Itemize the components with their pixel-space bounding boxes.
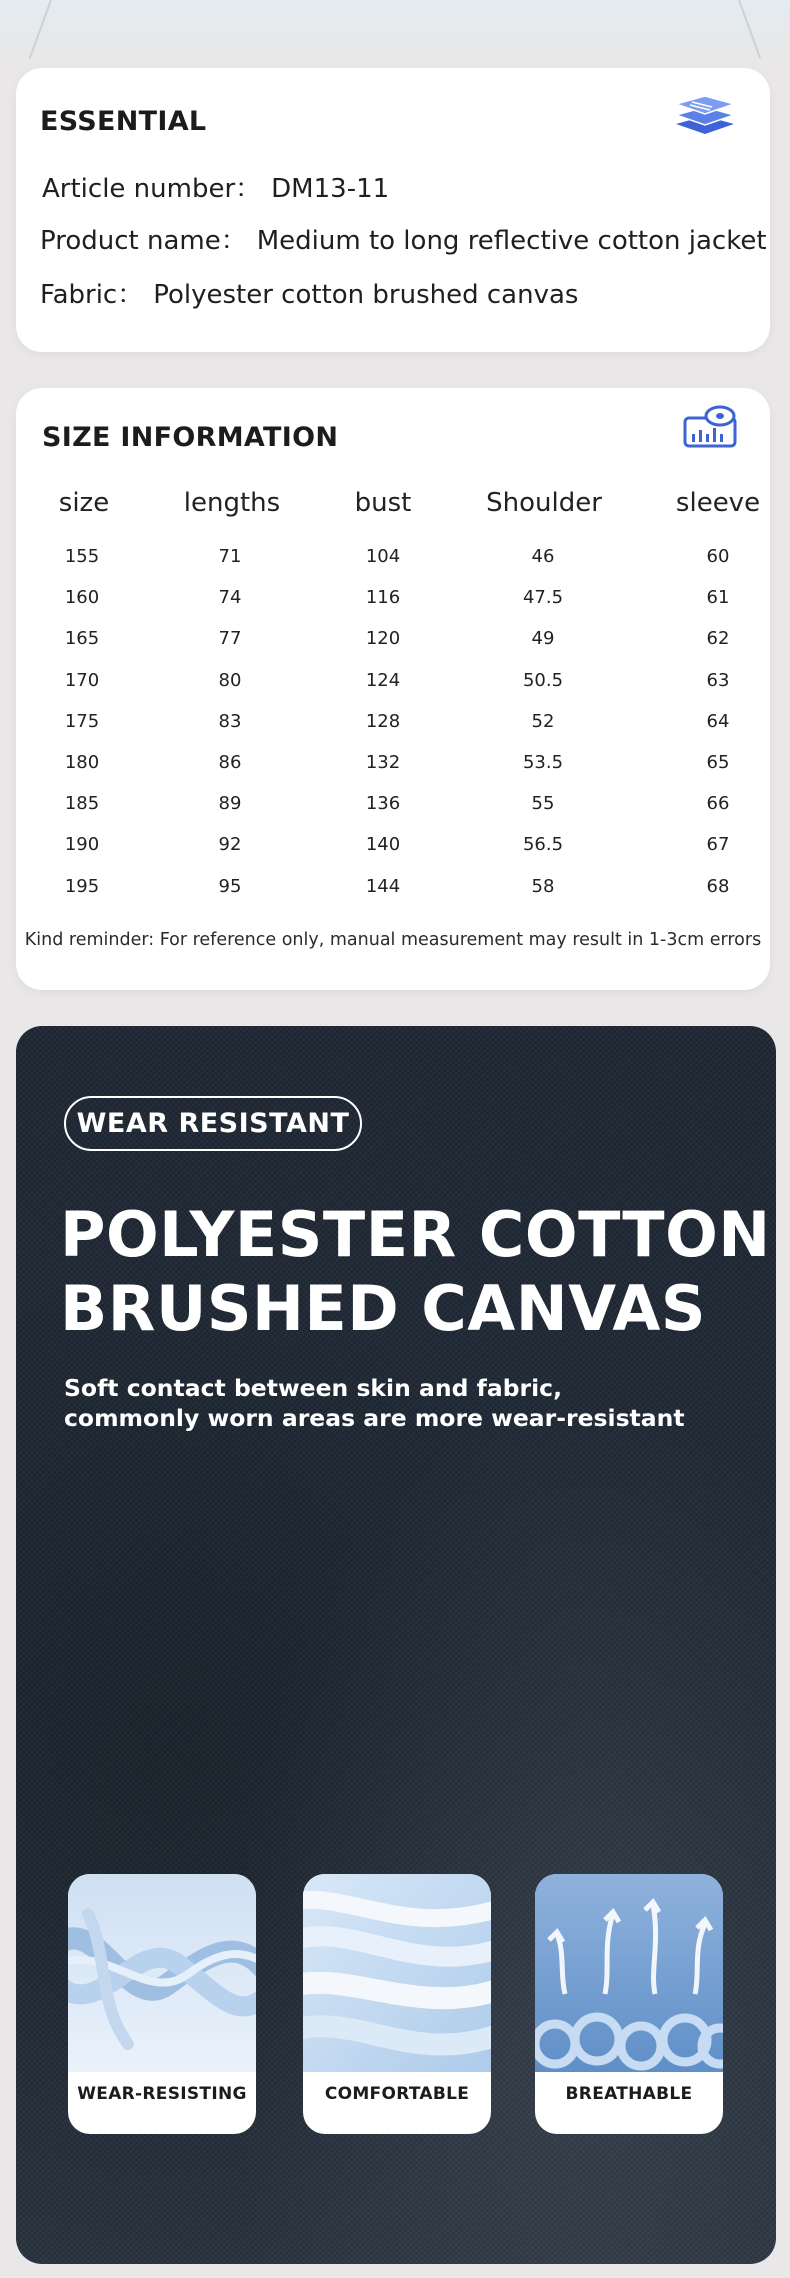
article-number-label: Article number： (42, 174, 262, 204)
twisted-fiber-icon (68, 1874, 256, 2072)
cell-sleeve: 63 (706, 669, 730, 691)
cell-shoulder: 49 (531, 628, 555, 650)
cell-bust: 132 (365, 751, 401, 773)
table-row (34, 785, 764, 826)
size-table (34, 488, 764, 909)
fabric-description (64, 1373, 685, 1433)
description-line-2: commonly worn areas are more wear-resistant (64, 1404, 685, 1432)
soft-fiber-icon (303, 1874, 491, 2072)
cell-lengths: 83 (218, 710, 242, 732)
table-row (34, 868, 764, 909)
size-information-card (16, 388, 770, 990)
article-number-line (42, 168, 389, 205)
fabric-feature-panel (16, 1026, 776, 2264)
cell-shoulder: 50.5 (522, 669, 564, 691)
layers-icon (672, 90, 738, 138)
wear-resistant-badge: WEAR RESISTANT (64, 1096, 362, 1151)
product-name-value: Medium to long reflective cotton jacket (256, 226, 767, 256)
cell-lengths: 92 (218, 834, 242, 856)
cell-lengths: 89 (218, 793, 242, 815)
cell-size: 165 (64, 628, 100, 650)
hanger-line-right (738, 0, 761, 59)
fabric-headline (60, 1198, 771, 1346)
cell-shoulder: 55 (531, 793, 555, 815)
fabric-label: Fabric： (40, 280, 144, 310)
essential-title: ESSENTIAL (40, 106, 207, 137)
cell-bust: 144 (365, 875, 401, 897)
cell-shoulder: 58 (531, 875, 555, 897)
feature-label-breathable: BREATHABLE (565, 2084, 693, 2104)
feature-label-comfortable: COMFORTABLE (324, 2084, 470, 2104)
column-header-bust: bust (354, 488, 412, 518)
cell-size: 155 (64, 546, 100, 567)
product-name-line (40, 220, 767, 257)
product-name-label: Product name： (40, 226, 247, 256)
cell-shoulder: 52 (531, 710, 555, 732)
cell-sleeve: 68 (706, 875, 730, 897)
cell-lengths: 74 (218, 587, 242, 609)
cell-lengths: 71 (218, 546, 242, 567)
fabric-line (40, 274, 578, 311)
table-row (34, 703, 764, 744)
cell-sleeve: 67 (706, 834, 730, 856)
cell-sleeve: 65 (706, 751, 730, 773)
hanger-line-left (29, 0, 52, 59)
article-number-value: DM13-11 (271, 174, 390, 204)
feature-label-wear-resisting: WEAR-RESISTING (77, 2084, 247, 2104)
cell-bust: 120 (365, 628, 401, 650)
feature-card-breathable (535, 1874, 723, 2134)
headline-line-1: POLYESTER COTTON (60, 1198, 771, 1271)
cell-bust: 136 (365, 793, 401, 815)
cell-size: 195 (64, 875, 100, 897)
measurement-reminder: Kind reminder: For reference only, manual measurement may result in 1-3cm errors (24, 930, 762, 950)
cell-bust: 104 (365, 546, 401, 567)
cell-shoulder: 47.5 (522, 587, 564, 609)
cell-shoulder: 53.5 (522, 751, 564, 773)
table-row (34, 744, 764, 785)
cell-bust: 124 (365, 669, 401, 691)
column-header-size: size (58, 488, 110, 518)
cell-bust: 116 (365, 587, 401, 609)
feature-card-comfortable (303, 1874, 491, 2134)
cell-sleeve: 66 (706, 793, 730, 815)
cell-lengths: 86 (218, 751, 242, 773)
cell-sleeve: 64 (706, 710, 730, 732)
cell-lengths: 80 (218, 669, 242, 691)
airflow-arrows-icon (535, 1874, 723, 2072)
cell-shoulder: 56.5 (522, 834, 564, 856)
cell-lengths: 77 (218, 628, 242, 650)
table-row (34, 662, 764, 703)
cell-bust: 128 (365, 710, 401, 732)
table-row (34, 826, 764, 867)
cell-shoulder: 46 (531, 546, 555, 567)
cell-size: 180 (64, 751, 100, 773)
cell-sleeve: 62 (706, 628, 730, 650)
top-decoration (0, 0, 790, 60)
description-line-1: Soft contact between skin and fabric, (64, 1374, 563, 1402)
cell-sleeve: 60 (706, 546, 730, 567)
cell-bust: 140 (365, 834, 401, 856)
column-header-lengths: lengths (183, 488, 281, 518)
column-header-sleeve: sleeve (675, 488, 761, 518)
feature-card-wear-resisting (68, 1874, 256, 2134)
table-row (34, 579, 764, 620)
cell-size: 175 (64, 710, 100, 732)
cell-size: 190 (64, 834, 100, 856)
headline-line-2: BRUSHED CANVAS (60, 1272, 707, 1345)
size-table-header (34, 488, 764, 538)
cell-lengths: 95 (218, 875, 242, 897)
column-header-shoulder: Shoulder (486, 488, 602, 518)
essential-card (16, 68, 770, 352)
size-information-title: SIZE INFORMATION (42, 422, 339, 453)
fabric-value: Polyester cotton brushed canvas (153, 280, 579, 310)
table-row (34, 538, 764, 579)
cell-size: 185 (64, 793, 100, 815)
cell-sleeve: 61 (706, 587, 730, 609)
ruler-tape-icon (682, 404, 738, 450)
cell-size: 170 (64, 669, 100, 691)
cell-size: 160 (64, 587, 100, 609)
table-row (34, 620, 764, 661)
